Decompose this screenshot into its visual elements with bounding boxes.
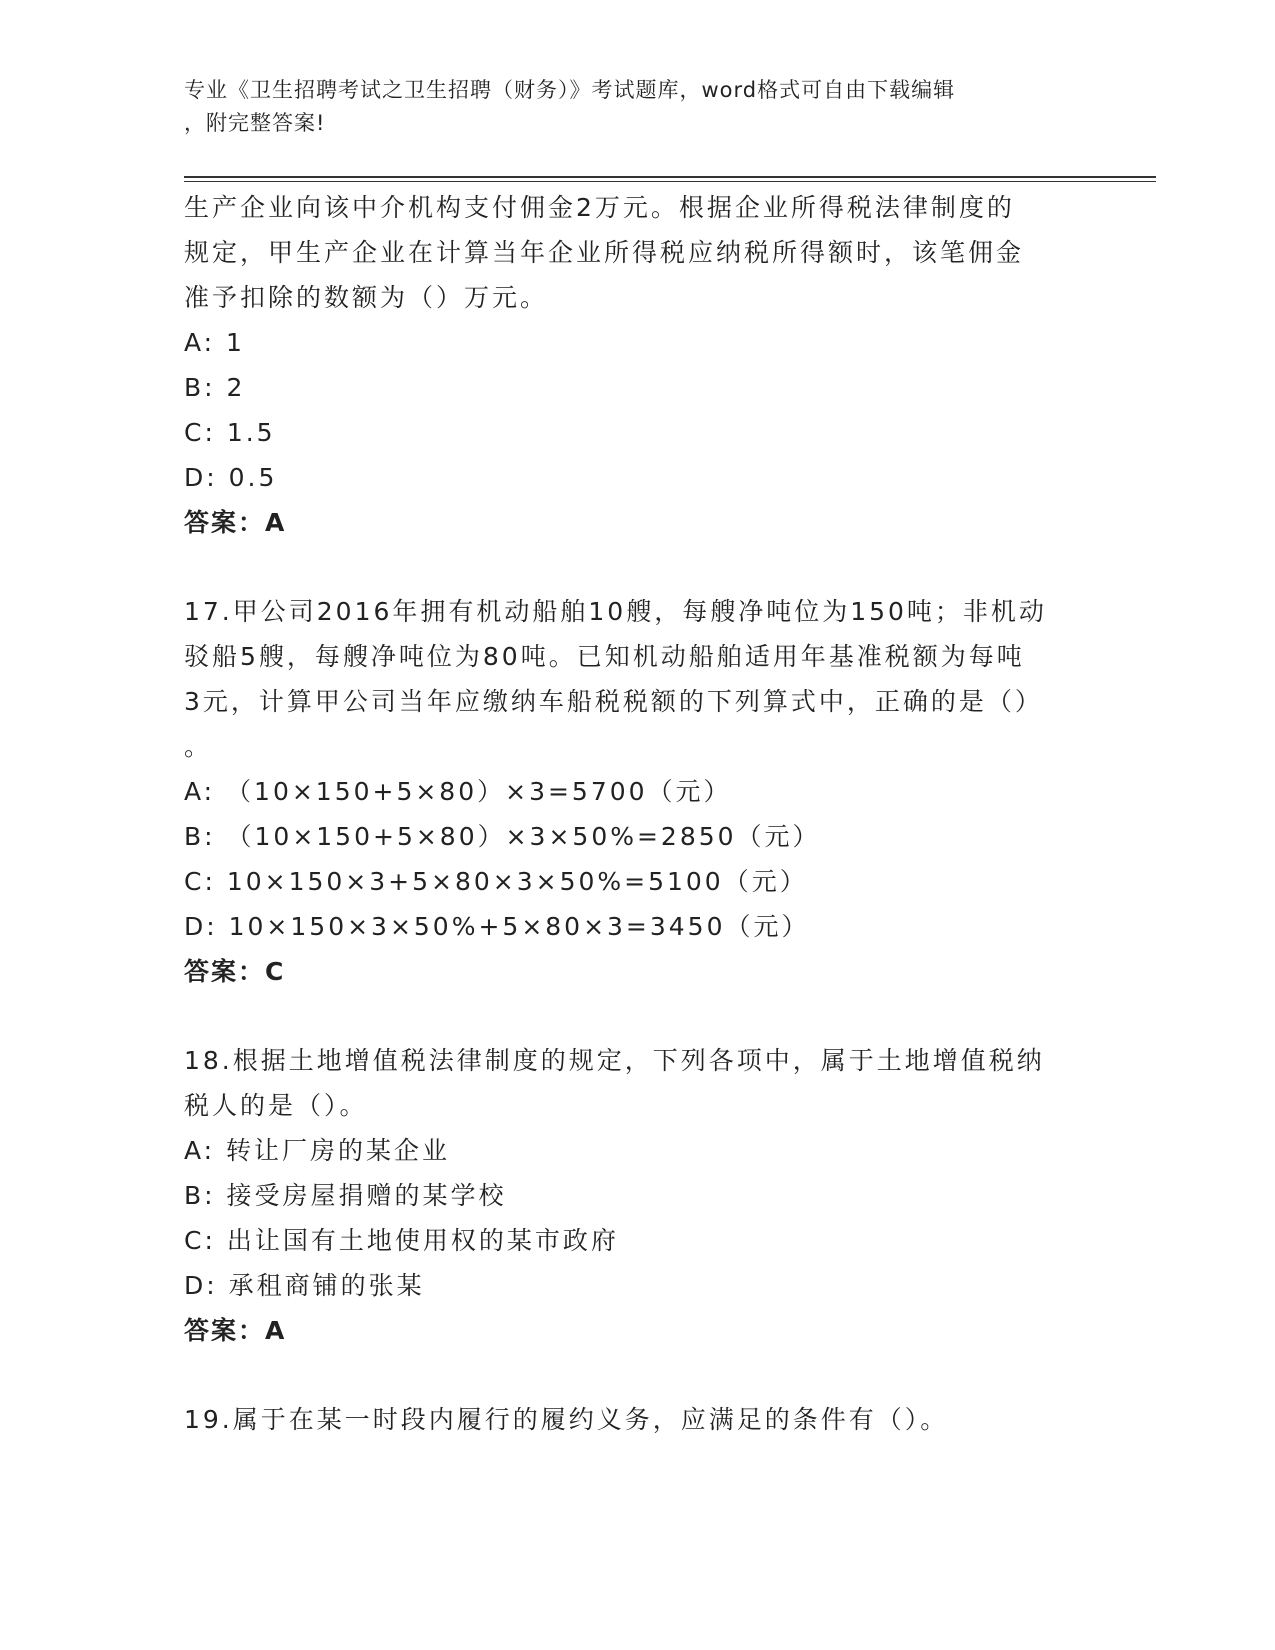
option-d: D: 10×150×3×50%+5×80×3=3450（元） — [184, 912, 810, 941]
document-body — [184, 185, 1084, 1442]
question-18 — [184, 1038, 1084, 1353]
answer-label: 答案：A — [184, 508, 287, 537]
question-text-line: 18.根据土地增值税法律制度的规定，下列各项中，属于土地增值税纳 — [184, 1046, 1045, 1075]
question-text-line: 规定，甲生产企业在计算当年企业所得税应纳税所得额时，该笔佣金 — [184, 238, 1025, 267]
question-text-line: 生产企业向该中介机构支付佣金2万元。根据企业所得税法律制度的 — [184, 193, 1015, 222]
header-line-1: 专业《卫生招聘考试之卫生招聘（财务）》考试题库，word格式可自由下载编辑 — [184, 78, 956, 102]
option-c: C: 1.5 — [184, 418, 276, 447]
document-header — [184, 74, 1064, 140]
question-text-line: 准予扣除的数额为（）万元。 — [184, 283, 549, 312]
option-b: B: （10×150+5×80）×3×50%=2850（元） — [184, 822, 821, 851]
question-text-line: 税人的是（）。 — [184, 1091, 368, 1120]
answer-label: 答案：A — [184, 1316, 287, 1345]
answer-label: 答案：C — [184, 957, 286, 986]
option-c: C: 10×150×3+5×80×3×50%=5100（元） — [184, 867, 808, 896]
option-b: B: 2 — [184, 373, 246, 402]
question-text-line: 3元，计算甲公司当年应缴纳车船税税额的下列算式中，正确的是（） — [184, 687, 1043, 716]
header-rule-thin — [184, 181, 1156, 182]
option-a: A: （10×150+5×80）×3=5700（元） — [184, 777, 732, 806]
question-text-line: 19.属于在某一时段内履行的履约义务，应满足的条件有（）。 — [184, 1405, 949, 1434]
option-a: A: 1 — [184, 328, 245, 357]
option-d: D: 承租商铺的张某 — [184, 1271, 425, 1300]
header-line-2: ，附完整答案! — [184, 111, 326, 135]
question-text-line: 驳船5艘，每艘净吨位为80吨。已知机动船舶适用年基准税额为每吨 — [184, 642, 1025, 671]
option-c: C: 出让国有土地使用权的某市政府 — [184, 1226, 619, 1255]
question-16 — [184, 185, 1084, 545]
question-text-line: 。 — [184, 732, 213, 761]
option-a: A: 转让厂房的某企业 — [184, 1136, 451, 1165]
question-17 — [184, 589, 1084, 994]
header-rule-thick — [184, 176, 1156, 178]
option-d: D: 0.5 — [184, 463, 278, 492]
option-b: B: 接受房屋捐赠的某学校 — [184, 1181, 507, 1210]
question-text-line: 17.甲公司2016年拥有机动船舶10艘，每艘净吨位为150吨；非机动 — [184, 597, 1047, 626]
question-19 — [184, 1397, 1084, 1442]
